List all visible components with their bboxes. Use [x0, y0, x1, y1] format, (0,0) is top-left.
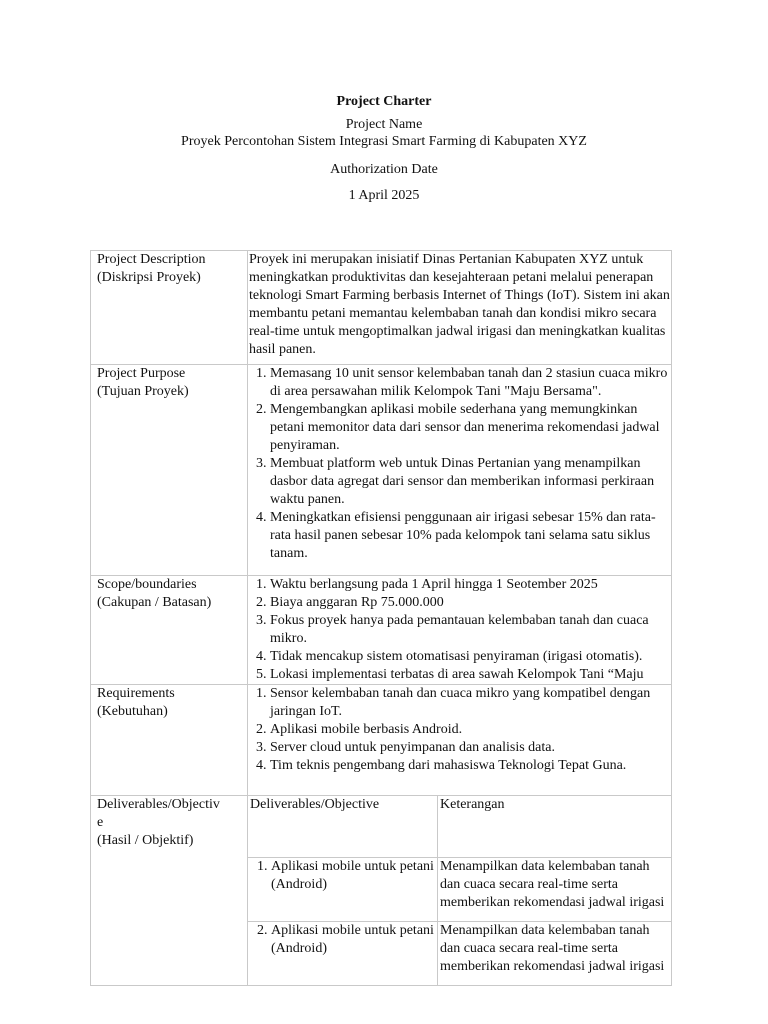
- list-item: 3. Fokus proyek hanya pada pemantauan kelembaban tanah dan cuaca mikro.: [270, 612, 670, 648]
- list-item: 1. Sensor kelembaban tanah dan cuaca mikro yang kompatibel dengan jaringan IoT.: [270, 685, 670, 721]
- note-cell: [438, 857, 672, 921]
- authorization-date-label: Authorization Date: [330, 162, 438, 177]
- requirements-cell: [248, 685, 672, 796]
- table-row: [248, 857, 671, 921]
- deliverables-table: [248, 796, 671, 985]
- label-id: (Tujuan Proyek): [97, 384, 189, 399]
- deliverables-col-header: Deliverables/Objective: [250, 797, 380, 812]
- row-label: [91, 685, 248, 796]
- deliverable-clip: [250, 858, 436, 921]
- deliverable-list: [250, 858, 436, 894]
- label-en: Project Purpose: [97, 366, 186, 381]
- table-row: [248, 921, 671, 985]
- label-id: (Cakupan / Batasan): [97, 595, 212, 610]
- keterangan-col-header: Keterangan: [438, 796, 672, 857]
- list-item: 1. Aplikasi mobile untuk petani (Android): [271, 858, 436, 894]
- deliverable-cell: [248, 857, 438, 921]
- row-label: [91, 251, 248, 365]
- note-cell: [438, 921, 672, 985]
- label-en: Project Description: [97, 252, 206, 267]
- list-item: 5. Lokasi implementasi terbatas di area sawah Kelompok Tani “Maju: [270, 666, 670, 684]
- list-item: 2. Biaya anggaran Rp 75.000.000: [270, 594, 670, 612]
- list-item: 1. Memasang 10 unit sensor kelembaban tanah dan 2 stasiun cuaca mikro di area persawahan milik Kelompok Tani "Maju Bersama".: [270, 365, 670, 401]
- list-item: 4. Tidak mencakup sistem otomatisasi penyiraman (irigasi otomatis).: [270, 648, 670, 666]
- project-name: Proyek Percontohan Sistem Integrasi Smart Farming di Kabupaten XYZ: [181, 134, 587, 149]
- note-text: Menampilkan data kelembaban tanah dan cuaca secara real-time serta memberikan rekomendasi jadwal irigasi: [440, 858, 665, 910]
- list-item: 2. Aplikasi mobile untuk petani (Android): [271, 922, 436, 958]
- scope-list: [249, 576, 670, 684]
- row-scope: [91, 576, 672, 685]
- row-purpose: [91, 365, 672, 576]
- scope-clip: [249, 576, 670, 684]
- row-label: [91, 365, 248, 576]
- deliverables-header-row: [248, 796, 671, 857]
- label-en-part1: Deliverables/Objectiv: [97, 797, 220, 812]
- scope-cell: [248, 576, 672, 685]
- label-en: Requirements: [97, 686, 175, 701]
- list-item: 2. Mengembangkan aplikasi mobile sederhana yang memungkinkan petani memonitor data dari sensor dan menerima rekomendasi jadwal penyiraman.: [270, 401, 670, 455]
- purpose-list: [249, 365, 670, 563]
- row-description: [91, 251, 672, 365]
- deliverable-clip: [250, 922, 436, 985]
- list-item: 4. Meningkatkan efisiensi penggunaan air irigasi sebesar 15% dan rata-rata hasil panen sebesar 10% pada kelompok tani selama satu siklus tanam.: [270, 509, 670, 563]
- list-item: 1. Waktu berlangsung pada 1 April hingga 1 Seotember 2025: [270, 576, 670, 594]
- label-en-part2: e: [97, 815, 104, 830]
- purpose-cell: [248, 365, 672, 576]
- row-deliverables: [91, 796, 672, 986]
- document-title: Project Charter: [336, 94, 432, 109]
- label-id: (Kebutuhan): [97, 704, 168, 719]
- authorization-date: 1 April 2025: [348, 188, 420, 203]
- requirements-list: [249, 685, 670, 775]
- deliverable-cell: [248, 921, 438, 985]
- description-cell: [248, 251, 672, 365]
- note-text: Menampilkan data kelembaban tanah dan cuaca secara real-time serta memberikan rekomendasi jadwal irigasi: [440, 922, 665, 974]
- row-requirements: [91, 685, 672, 796]
- deliverable-list: [250, 922, 436, 958]
- row-label: [91, 796, 248, 986]
- list-item: 3. Membuat platform web untuk Dinas Pertanian yang menampilkan dasbor data agregat dari sensor dan memberikan informasi perkiraan waktu panen.: [270, 455, 670, 509]
- label-id: (Hasil / Objektif): [97, 833, 194, 848]
- row-label: [91, 576, 248, 685]
- list-item: 3. Server cloud untuk penyimpanan dan analisis data.: [270, 739, 670, 757]
- project-name-label: Project Name: [345, 117, 423, 132]
- deliverables-cell: [248, 796, 672, 986]
- list-item: 2. Aplikasi mobile berbasis Android.: [270, 721, 670, 739]
- description-text: Proyek ini merupakan inisiatif Dinas Pertanian Kabupaten XYZ untuk meningkatkan produktivitas dan kesejahteraan petani melalui penerapan teknologi Smart Farming berbasis Internet of Things (IoT). Sistem ini akan membantu petani memantau kelembaban tanah dan kondisi mikro secara real-time untuk mengoptimalkan jadwal irigasi dan meningkatkan kualitas hasil panen.: [249, 252, 670, 357]
- charter-table: [90, 250, 672, 986]
- label-en: Scope/boundaries: [97, 577, 197, 592]
- label-id: (Diskripsi Proyek): [97, 270, 201, 285]
- list-item: 4. Tim teknis pengembang dari mahasiswa Teknologi Tepat Guna.: [270, 757, 670, 775]
